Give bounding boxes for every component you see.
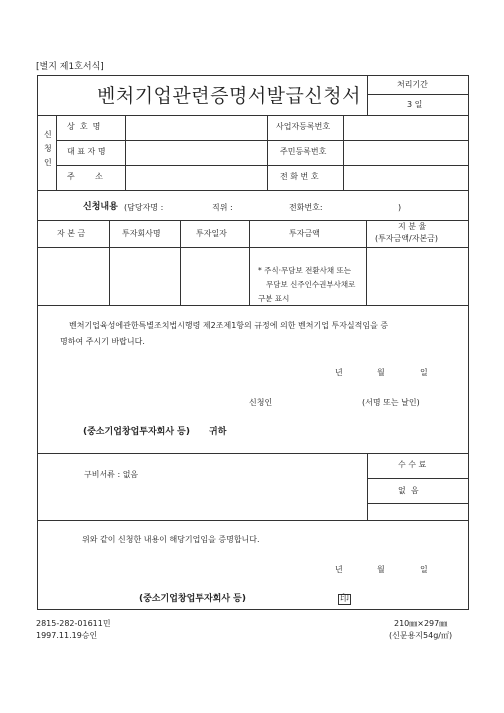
divider [37,190,469,191]
divider [125,115,126,191]
divider [366,220,367,306]
closing-parenthesis: ) [398,203,402,212]
divider [367,503,469,504]
table-header-amount: 투자금액 [289,229,320,238]
divider [37,220,469,221]
phone-label: 전 화 번 호 [280,172,319,181]
approval-date: 1997.11.19승인 [36,631,98,640]
note-line-1: * 주식·무담보 전환사채 또는 [258,266,351,275]
certification-text: 위와 같이 신청한 내용이 해당기업임을 증명합니다. [82,535,260,544]
issuer: (중소기업창업투자회사 등) [139,594,246,604]
form-code: 2815-282-01611민 [36,619,111,628]
divider [37,453,469,454]
applicant-section-label-2: 청 [44,144,52,153]
contact-person-label: (담당자명 : [124,203,164,212]
request-contents-label: 신청내용 [83,202,118,212]
processing-period-label: 처리기간 [397,80,428,89]
divider [267,115,268,191]
application-day: 일 [420,368,428,377]
divider [56,140,469,141]
table-header-ratio: 지 분 율 [398,222,427,231]
fee-value: 없 음 [398,486,419,495]
divider [37,247,469,248]
required-documents: 구비서류 : 없음 [84,470,139,479]
business-registration-label: 사업자등록번호 [276,122,331,131]
applicant-signature-label: 신청인 [249,398,273,407]
resident-registration-label: 주민등록번호 [280,147,327,156]
application-year: 년 [335,368,343,377]
table-header-capital: 자 본 금 [57,229,86,238]
form-title: 벤처기업관련증명서발급신청서 [97,85,361,107]
applicant-section-label-1: 신 [44,130,52,139]
divider [56,165,469,166]
divider [37,305,469,306]
divider [367,453,368,520]
contact-phone-label: 전화번호: [289,203,323,212]
certification-month: 월 [377,565,385,574]
addressee: (중소기업창업투자회사 등) [83,427,190,437]
statement-line-1: 벤처기업육성에관한특별조치법시행령 제2조제1항의 규정에 의한 벤처기업 투자실적임을 증 [69,321,389,330]
note-line-3: 구분 표시 [258,294,290,303]
note-line-2: 무담보 신주인수권부사채로 [266,280,356,289]
position-label: 직위 : [212,203,233,212]
divider [180,220,181,306]
company-name-label: 상 호 명 [67,122,101,131]
applicant-section-label-3: 인 [44,158,52,167]
divider [367,478,469,479]
divider [56,115,57,191]
representative-label: 대 표 자 명 [67,147,106,156]
table-header-company: 투자회사명 [122,229,161,238]
form-number: [별지 제1호서식] [36,62,104,72]
divider [109,220,110,306]
divider [37,520,469,521]
address-label: 주 소 [67,172,103,181]
divider [367,75,368,116]
table-header-date: 투자일자 [196,229,227,238]
divider [343,115,344,191]
paper-size: 210㎜×297㎜ [394,619,448,628]
fee-label: 수 수 료 [398,460,427,469]
signature-instruction: (서명 또는 날인) [362,398,420,407]
paper-weight: (신문용지54g/㎡) [389,631,453,640]
table-header-ratio-sub: (투자금액/자본금) [375,234,439,243]
processing-period-value: 3 일 [407,100,423,109]
statement-line-2: 명하여 주시기 바랍니다. [60,337,145,346]
honorific: 귀하 [209,427,227,437]
certification-year: 년 [335,565,343,574]
application-month: 월 [377,368,385,377]
divider [249,220,250,306]
divider [367,94,469,95]
seal-mark: 印 [340,594,350,604]
divider [37,115,469,116]
certification-day: 일 [420,565,428,574]
